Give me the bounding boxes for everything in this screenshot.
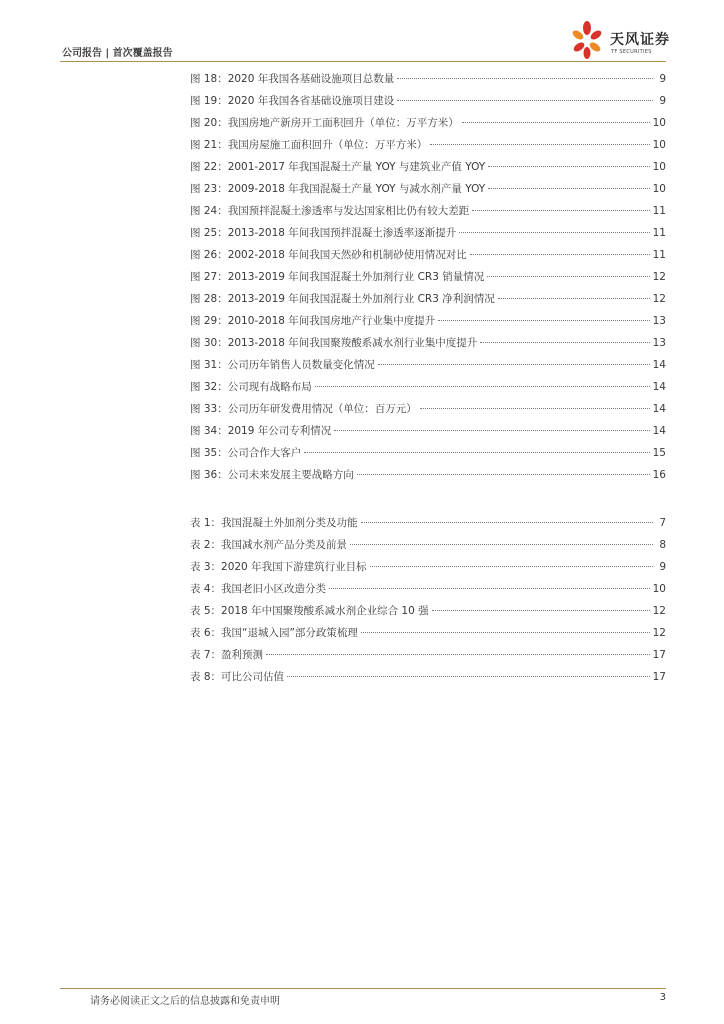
flower-logo-icon	[568, 20, 606, 60]
dot-leader	[397, 100, 653, 101]
dot-leader	[472, 210, 649, 211]
dot-leader	[498, 298, 650, 299]
header-divider	[60, 61, 666, 62]
dot-leader	[378, 364, 650, 365]
table-index-entry[interactable]	[190, 578, 666, 600]
toc-entry-label: 表 1：我国混凝土外加剂分类及功能	[190, 517, 358, 529]
toc-entry-label: 图 30：2013-2018 年间我国聚羧酸系减水剂行业集中度提升	[190, 337, 478, 349]
figure-index-entry[interactable]	[190, 332, 666, 354]
toc-entry-label: 图 29：2010-2018 年间我国房地产行业集中度提升	[190, 315, 436, 327]
toc-entry-page: 11	[652, 227, 666, 239]
toc-entry-label: 图 28：2013-2019 年间我国混凝土外加剂行业 CR3 净利润情况	[190, 293, 495, 305]
toc-entry-label: 图 35：公司合作大客户	[190, 447, 302, 459]
figure-index-entry[interactable]	[190, 288, 666, 310]
toc-entry-page: 12	[652, 627, 666, 639]
table-index-entry[interactable]	[190, 644, 666, 666]
figure-index-entry[interactable]	[190, 266, 666, 288]
table-index-entry[interactable]	[190, 534, 666, 556]
dot-leader	[430, 144, 649, 145]
dot-leader	[487, 276, 649, 277]
toc-entry-label: 表 7：盈利预测	[190, 649, 264, 661]
dot-leader	[470, 254, 650, 255]
toc-entry-label: 表 3：2020 年我国下游建筑行业目标	[190, 561, 367, 573]
dot-leader	[266, 654, 650, 655]
table-index-entry[interactable]	[190, 556, 666, 578]
toc-entry-page: 14	[652, 381, 666, 393]
table-index-list	[190, 512, 666, 688]
toc-entry-page: 10	[652, 183, 666, 195]
toc-entry-label: 表 4：我国老旧小区改造分类	[190, 583, 327, 595]
toc-entry-page: 14	[652, 425, 666, 437]
toc-entry-label: 图 32：公司现有战略布局	[190, 381, 312, 393]
toc-entry-label: 图 18：2020 年我国各基础设施项目总数量	[190, 73, 395, 85]
figure-index-entry[interactable]	[190, 354, 666, 376]
toc-entry-label: 图 26：2002-2018 年间我国天然砂和机制砂使用情况对比	[190, 249, 467, 261]
dot-leader	[357, 474, 650, 475]
toc-entry-page: 10	[652, 117, 666, 129]
toc-entry-page: 11	[652, 249, 666, 261]
toc-entry-label: 表 6：我国“退城入园”部分政策梳理	[190, 627, 358, 639]
toc-entry-page: 10	[652, 583, 666, 595]
toc-entry-page: 14	[652, 403, 666, 415]
dot-leader	[361, 522, 653, 523]
toc-entry-page: 17	[652, 671, 666, 683]
figure-index-entry[interactable]	[190, 244, 666, 266]
toc-entry-label: 表 2：我国减水剂产品分类及前景	[190, 539, 348, 551]
toc-entry-page: 13	[652, 315, 666, 327]
toc-entry-label: 图 20：我国房地产新房开工面积回升（单位：万平方米）	[190, 117, 459, 129]
dot-leader	[315, 386, 650, 387]
toc-entry-label: 表 8：可比公司估值	[190, 671, 285, 683]
figure-index-entry[interactable]	[190, 178, 666, 200]
footer-disclaimer: 请务必阅读正文之后的信息披露和免责申明	[90, 996, 280, 1007]
dot-leader	[432, 610, 650, 611]
dot-leader	[397, 78, 653, 79]
toc-entry-page: 11	[652, 205, 666, 217]
toc-entry-label: 表 5：2018 年中国聚羧酸系减水剂企业综合 10 强	[190, 605, 429, 617]
toc-entry-label: 图 21：我国房屋施工面积回升（单位：万平方米）	[190, 139, 428, 151]
toc-entry-page: 15	[652, 447, 666, 459]
dot-leader	[350, 544, 653, 545]
toc-entry-page: 10	[652, 161, 666, 173]
figure-index-entry[interactable]	[190, 90, 666, 112]
toc-entry-label: 图 19：2020 年我国各省基础设施项目建设	[190, 95, 395, 107]
figure-index-entry[interactable]	[190, 156, 666, 178]
dot-leader	[480, 342, 649, 343]
table-index-entry[interactable]	[190, 512, 666, 534]
figure-index-entry[interactable]	[190, 442, 666, 464]
toc-entry-label: 图 25：2013-2018 年间我国预拌混凝土渗透率逐渐提升	[190, 227, 457, 239]
figure-index-entry[interactable]	[190, 376, 666, 398]
toc-entry-page: 12	[652, 271, 666, 283]
figure-index-entry[interactable]	[190, 200, 666, 222]
page-header	[0, 0, 724, 66]
figure-index-entry[interactable]	[190, 420, 666, 442]
toc-entry-page: 14	[652, 359, 666, 371]
toc-entry-label: 图 22：2001-2017 年我国混凝土产量 YOY 与建筑业产值 YOY	[190, 161, 486, 173]
brand-name-en: TF SECURITIES	[611, 49, 652, 55]
dot-leader	[304, 452, 649, 453]
table-index-entry[interactable]	[190, 600, 666, 622]
dot-leader	[287, 676, 650, 677]
toc-entry-label: 图 34：2019 年公司专利情况	[190, 425, 332, 437]
toc-entry-page: 8	[659, 539, 666, 551]
toc-entry-page: 7	[659, 517, 666, 529]
toc-entry-page: 12	[652, 605, 666, 617]
figure-index-entry[interactable]	[190, 112, 666, 134]
brand-name-cn: 天风证券	[610, 32, 670, 48]
toc-entry-page: 16	[652, 469, 666, 481]
dot-leader	[420, 408, 650, 409]
footer-divider	[60, 988, 666, 989]
toc-entry-page: 9	[659, 561, 666, 573]
toc-entry-page: 12	[652, 293, 666, 305]
dot-leader	[488, 166, 649, 167]
figure-index-entry[interactable]	[190, 68, 666, 90]
dot-leader	[488, 188, 649, 189]
toc-entry-page: 10	[652, 139, 666, 151]
dot-leader	[334, 430, 649, 431]
toc-entry-label: 图 23：2009-2018 年我国混凝土产量 YOY 与减水剂产量 YOY	[190, 183, 486, 195]
brand-logo	[568, 20, 668, 60]
dot-leader	[462, 122, 650, 123]
dot-leader	[370, 566, 653, 567]
dot-leader	[438, 320, 649, 321]
toc-entry-page: 9	[659, 95, 666, 107]
figure-index-list	[190, 68, 666, 486]
report-type-title: 公司报告 | 首次覆盖报告	[62, 48, 173, 59]
figure-index-entry[interactable]	[190, 222, 666, 244]
figure-index-entry[interactable]	[190, 398, 666, 420]
toc-entry-page: 13	[652, 337, 666, 349]
table-index-entry[interactable]	[190, 622, 666, 644]
toc-entry-label: 图 31：公司历年销售人员数量变化情况	[190, 359, 375, 371]
figure-index-entry[interactable]	[190, 134, 666, 156]
toc-entry-label: 图 33：公司历年研发费用情况（单位：百万元）	[190, 403, 417, 415]
table-index-entry[interactable]	[190, 666, 666, 688]
page-number: 3	[659, 992, 666, 1003]
dot-leader	[361, 632, 650, 633]
dot-leader	[459, 232, 649, 233]
toc-entry-label: 图 36：公司未来发展主要战略方向	[190, 469, 354, 481]
toc-entry-page: 17	[652, 649, 666, 661]
toc-entry-page: 9	[659, 73, 666, 85]
toc-entry-label: 图 24：我国预拌混凝土渗透率与发达国家相比仍有较大差距	[190, 205, 470, 217]
figure-index-entry[interactable]	[190, 310, 666, 332]
dot-leader	[329, 588, 650, 589]
figure-index-entry[interactable]	[190, 464, 666, 486]
toc-entry-label: 图 27：2013-2019 年间我国混凝土外加剂行业 CR3 销量情况	[190, 271, 485, 283]
